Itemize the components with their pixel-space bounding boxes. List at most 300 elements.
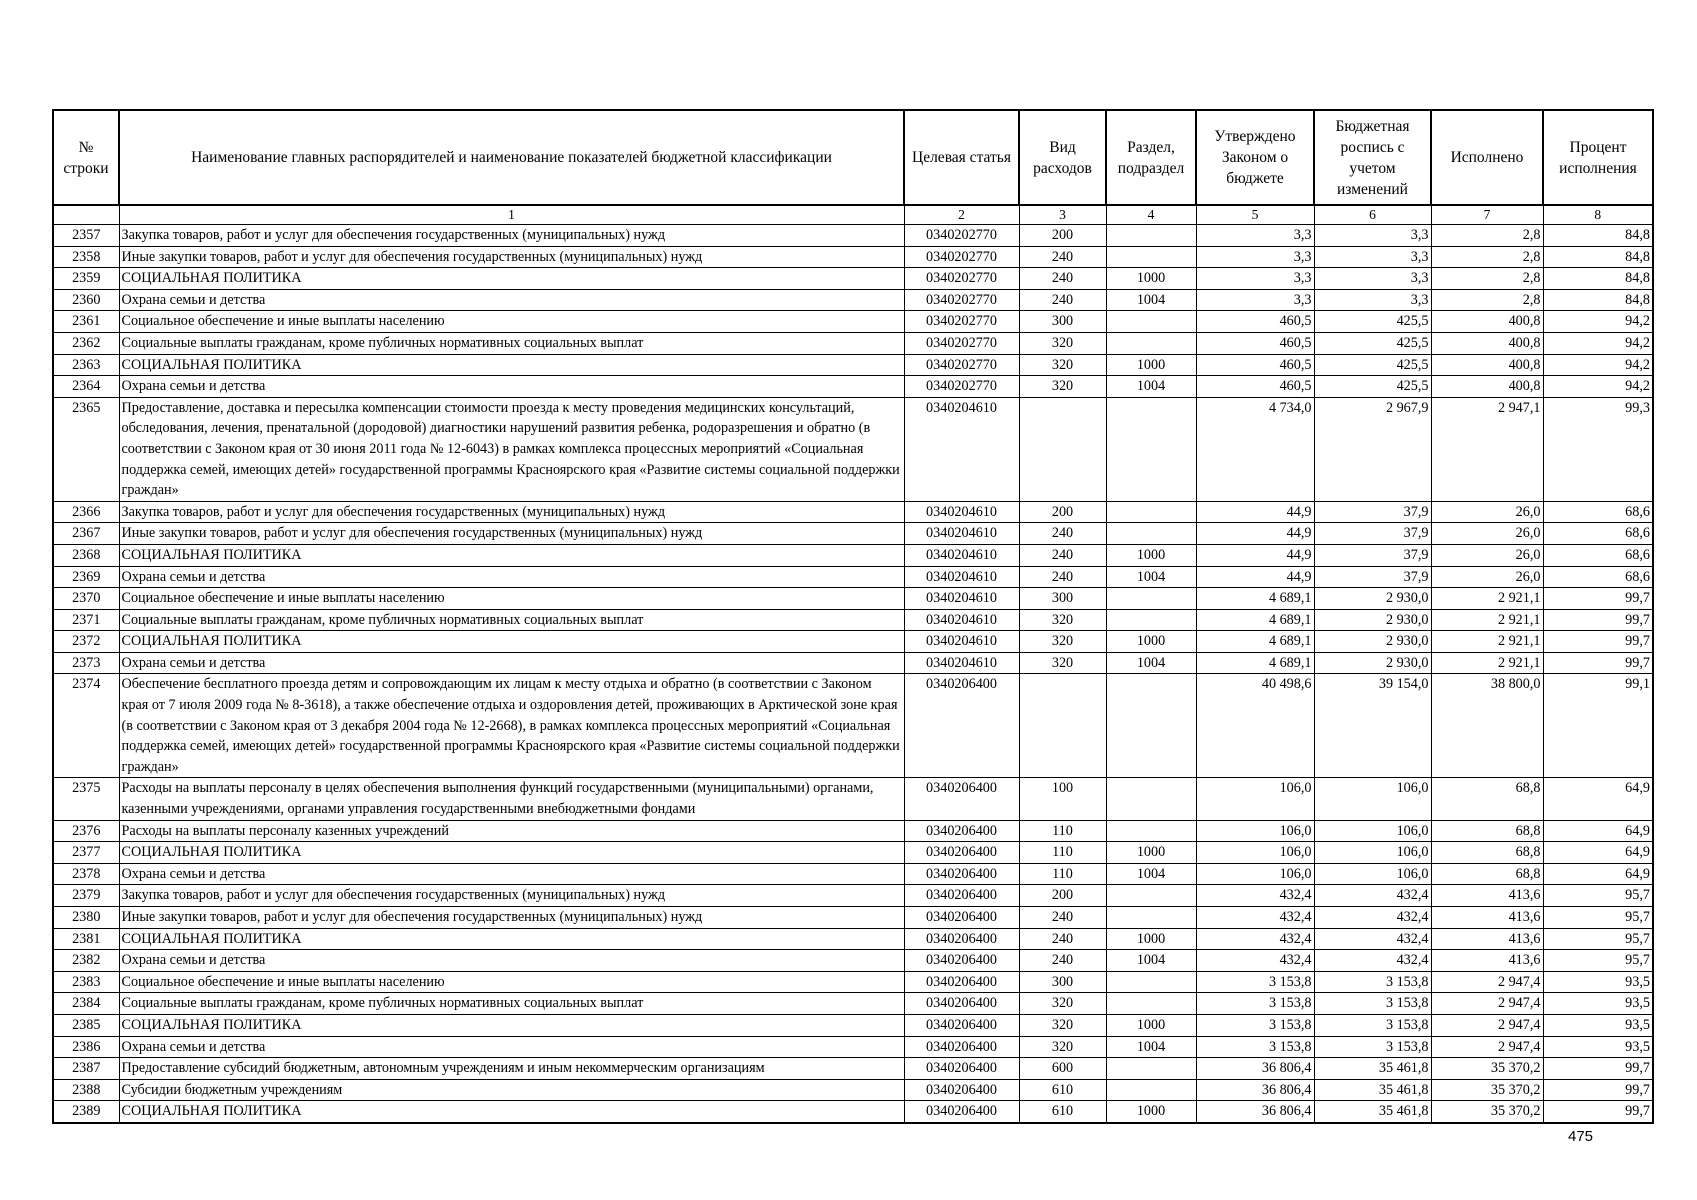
approved-amount: 36 806,4 <box>1196 1079 1314 1101</box>
row-number: 2385 <box>53 1014 119 1036</box>
row-number: 2370 <box>53 588 119 610</box>
approved-amount: 106,0 <box>1196 863 1314 885</box>
row-number: 2380 <box>53 907 119 929</box>
row-number: 2367 <box>53 523 119 545</box>
target-article: 0340202770 <box>904 354 1019 376</box>
row-name: Социальные выплаты гражданам, кроме публичных нормативных социальных выплат <box>119 993 904 1015</box>
table-row <box>53 907 1653 929</box>
row-number: 2384 <box>53 993 119 1015</box>
section-code <box>1106 907 1196 929</box>
section-code: 1004 <box>1106 1036 1196 1058</box>
approved-amount: 36 806,4 <box>1196 1101 1314 1123</box>
section-code: 1000 <box>1106 1101 1196 1123</box>
table-row <box>53 993 1653 1015</box>
executed-amount: 2,8 <box>1431 246 1543 268</box>
approved-amount: 4 689,1 <box>1196 588 1314 610</box>
executed-amount: 26,0 <box>1431 501 1543 523</box>
execution-percent: 94,2 <box>1543 332 1653 354</box>
expense-type: 110 <box>1019 863 1106 885</box>
target-article: 0340206400 <box>904 863 1019 885</box>
expense-type: 320 <box>1019 609 1106 631</box>
executed-amount: 68,8 <box>1431 842 1543 864</box>
execution-percent: 64,9 <box>1543 863 1653 885</box>
expense-type: 320 <box>1019 652 1106 674</box>
row-name: Иные закупки товаров, работ и услуг для обеспечения государственных (муниципальных) нужд <box>119 523 904 545</box>
schedule-amount: 3,3 <box>1314 246 1431 268</box>
row-name: Обеспечение бесплатного проезда детям и сопровождающим их лицам к месту отдыха и обратно (в соответствии с Законом края от 7 июля 2009 года № 8-3618), а также обеспечение отдыха и оздоровления детей, проживающих в Арктической зоне края (в соответствии с Законом края от 3 декабря 2004 года № 12-2668), в рамках комплекса процессных мероприятий «Социальная поддержка семей, имеющих детей» государственной программы Красноярского края «Развитие системы социальной поддержки граждан» <box>119 674 904 778</box>
table-row <box>53 674 1653 778</box>
expense-type: 320 <box>1019 376 1106 398</box>
execution-percent: 99,3 <box>1543 397 1653 501</box>
section-code <box>1106 674 1196 778</box>
target-article: 0340202770 <box>904 268 1019 290</box>
schedule-amount: 3,3 <box>1314 289 1431 311</box>
section-code <box>1106 246 1196 268</box>
executed-amount: 2,8 <box>1431 289 1543 311</box>
row-number: 2359 <box>53 268 119 290</box>
execution-percent: 94,2 <box>1543 376 1653 398</box>
row-number: 2363 <box>53 354 119 376</box>
execution-percent: 99,7 <box>1543 609 1653 631</box>
row-number: 2382 <box>53 950 119 972</box>
approved-amount: 4 689,1 <box>1196 652 1314 674</box>
table-row <box>53 863 1653 885</box>
row-number: 2358 <box>53 246 119 268</box>
table-row <box>53 246 1653 268</box>
expense-type: 200 <box>1019 885 1106 907</box>
executed-amount: 2 947,4 <box>1431 1014 1543 1036</box>
execution-percent: 99,1 <box>1543 674 1653 778</box>
execution-percent: 68,6 <box>1543 566 1653 588</box>
expense-type <box>1019 397 1106 501</box>
schedule-amount: 3,3 <box>1314 225 1431 247</box>
target-article: 0340206400 <box>904 971 1019 993</box>
schedule-amount: 37,9 <box>1314 523 1431 545</box>
table-row <box>53 397 1653 501</box>
executed-amount: 413,6 <box>1431 907 1543 929</box>
execution-percent: 68,6 <box>1543 544 1653 566</box>
executed-amount: 400,8 <box>1431 311 1543 333</box>
row-number: 2375 <box>53 778 119 820</box>
row-name: Социальные выплаты гражданам, кроме публичных нормативных социальных выплат <box>119 609 904 631</box>
approved-amount: 4 734,0 <box>1196 397 1314 501</box>
expense-type: 100 <box>1019 778 1106 820</box>
expense-type: 240 <box>1019 950 1106 972</box>
row-name: Социальное обеспечение и иные выплаты населению <box>119 588 904 610</box>
row-name: СОЦИАЛЬНАЯ ПОЛИТИКА <box>119 268 904 290</box>
approved-amount: 36 806,4 <box>1196 1058 1314 1080</box>
executed-amount: 413,6 <box>1431 885 1543 907</box>
approved-amount: 3 153,8 <box>1196 1014 1314 1036</box>
executed-amount: 26,0 <box>1431 523 1543 545</box>
executed-amount: 2 921,1 <box>1431 631 1543 653</box>
row-name: СОЦИАЛЬНАЯ ПОЛИТИКА <box>119 1014 904 1036</box>
schedule-amount: 35 461,8 <box>1314 1079 1431 1101</box>
column-number: 5 <box>1196 205 1314 225</box>
approved-amount: 44,9 <box>1196 501 1314 523</box>
execution-percent: 99,7 <box>1543 652 1653 674</box>
expense-type: 320 <box>1019 631 1106 653</box>
executed-amount: 2 921,1 <box>1431 652 1543 674</box>
table-row <box>53 376 1653 398</box>
schedule-amount: 106,0 <box>1314 842 1431 864</box>
row-name: Предоставление, доставка и пересылка компенсации стоимости проезда к месту проведения медицинских консультаций, обследования, лечения, пренатальной (дородовой) диагностики нарушений развития ребенка, родоразрешения и обратно (в соответствии с Законом края от 30 июня 2011 года № 12-6043) в рамках комплекса процессных мероприятий «Социальная поддержка семей, имеющих детей» государственной программы Красноярского края «Развитие системы социальной поддержки граждан» <box>119 397 904 501</box>
target-article: 0340204610 <box>904 609 1019 631</box>
column-number: 7 <box>1431 205 1543 225</box>
target-article: 0340206400 <box>904 1058 1019 1080</box>
schedule-amount: 425,5 <box>1314 332 1431 354</box>
row-number: 2383 <box>53 971 119 993</box>
column-number: 3 <box>1019 205 1106 225</box>
expense-type: 600 <box>1019 1058 1106 1080</box>
target-article: 0340206400 <box>904 1014 1019 1036</box>
expense-type: 110 <box>1019 842 1106 864</box>
table-row <box>53 1079 1653 1101</box>
executed-amount: 35 370,2 <box>1431 1101 1543 1123</box>
target-article: 0340206400 <box>904 820 1019 842</box>
target-article: 0340206400 <box>904 674 1019 778</box>
executed-amount: 2 947,4 <box>1431 993 1543 1015</box>
schedule-amount: 37,9 <box>1314 501 1431 523</box>
table-row <box>53 778 1653 820</box>
column-number: 4 <box>1106 205 1196 225</box>
expense-type: 300 <box>1019 971 1106 993</box>
approved-amount: 3,3 <box>1196 289 1314 311</box>
row-name: Закупка товаров, работ и услуг для обеспечения государственных (муниципальных) нужд <box>119 885 904 907</box>
executed-amount: 26,0 <box>1431 566 1543 588</box>
schedule-amount: 2 930,0 <box>1314 588 1431 610</box>
table-row <box>53 311 1653 333</box>
row-name: СОЦИАЛЬНАЯ ПОЛИТИКА <box>119 354 904 376</box>
approved-amount: 460,5 <box>1196 311 1314 333</box>
expense-type: 320 <box>1019 1014 1106 1036</box>
expense-type: 320 <box>1019 993 1106 1015</box>
execution-percent: 64,9 <box>1543 820 1653 842</box>
header-exp-type: Вид расходов <box>1019 110 1106 205</box>
budget-execution-table <box>52 109 1654 1124</box>
target-article: 0340206400 <box>904 885 1019 907</box>
row-number: 2361 <box>53 311 119 333</box>
header-schedule: Бюджетная роспись с учетом изменений <box>1314 110 1431 205</box>
expense-type: 300 <box>1019 588 1106 610</box>
approved-amount: 44,9 <box>1196 544 1314 566</box>
row-name: Социальное обеспечение и иные выплаты населению <box>119 311 904 333</box>
executed-amount: 38 800,0 <box>1431 674 1543 778</box>
execution-percent: 93,5 <box>1543 993 1653 1015</box>
row-name: Предоставление субсидий бюджетным, автономным учреждениям и иным некоммерческим организациям <box>119 1058 904 1080</box>
target-article: 0340204610 <box>904 631 1019 653</box>
row-name: СОЦИАЛЬНАЯ ПОЛИТИКА <box>119 544 904 566</box>
header-name: Наименование главных распорядителей и наименование показателей бюджетной классификации <box>119 110 904 205</box>
section-code <box>1106 609 1196 631</box>
schedule-amount: 35 461,8 <box>1314 1058 1431 1080</box>
table-row <box>53 820 1653 842</box>
section-code <box>1106 588 1196 610</box>
approved-amount: 460,5 <box>1196 376 1314 398</box>
column-number-blank <box>53 205 119 225</box>
approved-amount: 44,9 <box>1196 523 1314 545</box>
row-number: 2389 <box>53 1101 119 1123</box>
row-number: 2377 <box>53 842 119 864</box>
table-row <box>53 885 1653 907</box>
row-name: Охрана семьи и детства <box>119 566 904 588</box>
schedule-amount: 106,0 <box>1314 820 1431 842</box>
column-number: 8 <box>1543 205 1653 225</box>
target-article: 0340204610 <box>904 397 1019 501</box>
expense-type: 320 <box>1019 1036 1106 1058</box>
target-article: 0340204610 <box>904 588 1019 610</box>
page-number: 475 <box>1568 1128 1594 1145</box>
target-article: 0340204610 <box>904 523 1019 545</box>
schedule-amount: 2 930,0 <box>1314 631 1431 653</box>
row-name: Охрана семьи и детства <box>119 652 904 674</box>
table-row <box>53 544 1653 566</box>
schedule-amount: 35 461,8 <box>1314 1101 1431 1123</box>
table-row <box>53 652 1653 674</box>
section-code <box>1106 397 1196 501</box>
table-row <box>53 289 1653 311</box>
executed-amount: 26,0 <box>1431 544 1543 566</box>
table-row <box>53 950 1653 972</box>
table-row <box>53 1014 1653 1036</box>
table-row <box>53 842 1653 864</box>
row-number: 2357 <box>53 225 119 247</box>
schedule-amount: 3 153,8 <box>1314 1036 1431 1058</box>
section-code <box>1106 523 1196 545</box>
row-name: Закупка товаров, работ и услуг для обеспечения государственных (муниципальных) нужд <box>119 501 904 523</box>
expense-type: 240 <box>1019 928 1106 950</box>
schedule-amount: 2 930,0 <box>1314 652 1431 674</box>
table-row <box>53 225 1653 247</box>
execution-percent: 99,7 <box>1543 631 1653 653</box>
execution-percent: 93,5 <box>1543 971 1653 993</box>
executed-amount: 35 370,2 <box>1431 1079 1543 1101</box>
row-number: 2386 <box>53 1036 119 1058</box>
row-name: Иные закупки товаров, работ и услуг для обеспечения государственных (муниципальных) нужд <box>119 907 904 929</box>
approved-amount: 3 153,8 <box>1196 1036 1314 1058</box>
schedule-amount: 432,4 <box>1314 950 1431 972</box>
approved-amount: 3,3 <box>1196 268 1314 290</box>
row-number: 2376 <box>53 820 119 842</box>
table-row <box>53 354 1653 376</box>
approved-amount: 3,3 <box>1196 225 1314 247</box>
expense-type: 240 <box>1019 523 1106 545</box>
row-number: 2360 <box>53 289 119 311</box>
table-row <box>53 501 1653 523</box>
row-number: 2366 <box>53 501 119 523</box>
execution-percent: 93,5 <box>1543 1036 1653 1058</box>
expense-type: 240 <box>1019 566 1106 588</box>
executed-amount: 2 947,4 <box>1431 971 1543 993</box>
execution-percent: 64,9 <box>1543 842 1653 864</box>
row-number: 2379 <box>53 885 119 907</box>
section-code: 1000 <box>1106 1014 1196 1036</box>
row-name: Социальное обеспечение и иные выплаты населению <box>119 971 904 993</box>
execution-percent: 84,8 <box>1543 225 1653 247</box>
section-code: 1004 <box>1106 289 1196 311</box>
target-article: 0340204610 <box>904 652 1019 674</box>
target-article: 0340204610 <box>904 566 1019 588</box>
executed-amount: 400,8 <box>1431 332 1543 354</box>
header-executed: Исполнено <box>1431 110 1543 205</box>
section-code <box>1106 993 1196 1015</box>
execution-percent: 95,7 <box>1543 928 1653 950</box>
expense-type: 200 <box>1019 501 1106 523</box>
executed-amount: 2 921,1 <box>1431 609 1543 631</box>
section-code: 1004 <box>1106 950 1196 972</box>
approved-amount: 40 498,6 <box>1196 674 1314 778</box>
row-number: 2368 <box>53 544 119 566</box>
section-code: 1004 <box>1106 863 1196 885</box>
expense-type: 610 <box>1019 1101 1106 1123</box>
expense-type: 320 <box>1019 332 1106 354</box>
schedule-amount: 432,4 <box>1314 885 1431 907</box>
executed-amount: 2,8 <box>1431 225 1543 247</box>
target-article: 0340206400 <box>904 928 1019 950</box>
row-number: 2378 <box>53 863 119 885</box>
schedule-amount: 425,5 <box>1314 354 1431 376</box>
section-code <box>1106 332 1196 354</box>
section-code <box>1106 1079 1196 1101</box>
expense-type: 240 <box>1019 268 1106 290</box>
approved-amount: 432,4 <box>1196 885 1314 907</box>
schedule-amount: 3,3 <box>1314 268 1431 290</box>
row-number: 2372 <box>53 631 119 653</box>
header-percent: Процент исполнения <box>1543 110 1653 205</box>
execution-percent: 93,5 <box>1543 1014 1653 1036</box>
target-article: 0340204610 <box>904 544 1019 566</box>
target-article: 0340202770 <box>904 246 1019 268</box>
table-row <box>53 332 1653 354</box>
executed-amount: 400,8 <box>1431 354 1543 376</box>
row-number: 2364 <box>53 376 119 398</box>
target-article: 0340206400 <box>904 950 1019 972</box>
row-name: Субсидии бюджетным учреждениям <box>119 1079 904 1101</box>
execution-percent: 94,2 <box>1543 311 1653 333</box>
row-name: Иные закупки товаров, работ и услуг для обеспечения государственных (муниципальных) нужд <box>119 246 904 268</box>
section-code <box>1106 311 1196 333</box>
target-article: 0340206400 <box>904 993 1019 1015</box>
row-name: Социальные выплаты гражданам, кроме публичных нормативных социальных выплат <box>119 332 904 354</box>
approved-amount: 460,5 <box>1196 332 1314 354</box>
executed-amount: 35 370,2 <box>1431 1058 1543 1080</box>
expense-type <box>1019 674 1106 778</box>
execution-percent: 99,7 <box>1543 1101 1653 1123</box>
table-row <box>53 588 1653 610</box>
schedule-amount: 37,9 <box>1314 544 1431 566</box>
schedule-amount: 432,4 <box>1314 928 1431 950</box>
row-name: СОЦИАЛЬНАЯ ПОЛИТИКА <box>119 842 904 864</box>
section-code <box>1106 971 1196 993</box>
row-number: 2388 <box>53 1079 119 1101</box>
row-number: 2369 <box>53 566 119 588</box>
approved-amount: 3 153,8 <box>1196 993 1314 1015</box>
execution-percent: 94,2 <box>1543 354 1653 376</box>
executed-amount: 413,6 <box>1431 928 1543 950</box>
header-row <box>53 110 1653 205</box>
row-name: СОЦИАЛЬНАЯ ПОЛИТИКА <box>119 1101 904 1123</box>
schedule-amount: 2 967,9 <box>1314 397 1431 501</box>
executed-amount: 68,8 <box>1431 820 1543 842</box>
executed-amount: 2 947,1 <box>1431 397 1543 501</box>
expense-type: 610 <box>1019 1079 1106 1101</box>
row-number: 2373 <box>53 652 119 674</box>
executed-amount: 2 921,1 <box>1431 588 1543 610</box>
executed-amount: 413,6 <box>1431 950 1543 972</box>
approved-amount: 432,4 <box>1196 950 1314 972</box>
approved-amount: 106,0 <box>1196 842 1314 864</box>
execution-percent: 99,7 <box>1543 1058 1653 1080</box>
expense-type: 320 <box>1019 354 1106 376</box>
column-number: 1 <box>119 205 904 225</box>
table-row <box>53 928 1653 950</box>
approved-amount: 432,4 <box>1196 907 1314 929</box>
section-code <box>1106 501 1196 523</box>
header-section: Раздел, подраздел <box>1106 110 1196 205</box>
schedule-amount: 425,5 <box>1314 311 1431 333</box>
table-row <box>53 1058 1653 1080</box>
expense-type: 300 <box>1019 311 1106 333</box>
table-row <box>53 566 1653 588</box>
table-row <box>53 609 1653 631</box>
execution-percent: 64,9 <box>1543 778 1653 820</box>
target-article: 0340204610 <box>904 501 1019 523</box>
expense-type: 240 <box>1019 907 1106 929</box>
row-number: 2374 <box>53 674 119 778</box>
section-code: 1004 <box>1106 376 1196 398</box>
execution-percent: 84,8 <box>1543 289 1653 311</box>
approved-amount: 460,5 <box>1196 354 1314 376</box>
column-number: 2 <box>904 205 1019 225</box>
target-article: 0340206400 <box>904 1079 1019 1101</box>
table-row <box>53 631 1653 653</box>
schedule-amount: 2 930,0 <box>1314 609 1431 631</box>
expense-type: 240 <box>1019 289 1106 311</box>
section-code <box>1106 1058 1196 1080</box>
row-name: Расходы на выплаты персоналу казенных учреждений <box>119 820 904 842</box>
execution-percent: 95,7 <box>1543 950 1653 972</box>
target-article: 0340206400 <box>904 1036 1019 1058</box>
executed-amount: 68,8 <box>1431 863 1543 885</box>
table-row <box>53 523 1653 545</box>
section-code <box>1106 778 1196 820</box>
schedule-amount: 39 154,0 <box>1314 674 1431 778</box>
section-code <box>1106 225 1196 247</box>
approved-amount: 3 153,8 <box>1196 971 1314 993</box>
approved-amount: 4 689,1 <box>1196 631 1314 653</box>
row-number: 2365 <box>53 397 119 501</box>
section-code <box>1106 885 1196 907</box>
target-article: 0340202770 <box>904 289 1019 311</box>
target-article: 0340206400 <box>904 778 1019 820</box>
row-name: Закупка товаров, работ и услуг для обеспечения государственных (муниципальных) нужд <box>119 225 904 247</box>
row-number: 2381 <box>53 928 119 950</box>
approved-amount: 106,0 <box>1196 778 1314 820</box>
execution-percent: 84,8 <box>1543 268 1653 290</box>
section-code: 1000 <box>1106 268 1196 290</box>
target-article: 0340206400 <box>904 842 1019 864</box>
schedule-amount: 425,5 <box>1314 376 1431 398</box>
row-name: Охрана семьи и детства <box>119 1036 904 1058</box>
expense-type: 240 <box>1019 544 1106 566</box>
expense-type: 110 <box>1019 820 1106 842</box>
execution-percent: 68,6 <box>1543 501 1653 523</box>
execution-percent: 99,7 <box>1543 588 1653 610</box>
row-name: Расходы на выплаты персоналу в целях обеспечения выполнения функций государственными (муниципальными) органами, казенными учреждениями, органами управления государственными внебюджетными фондами <box>119 778 904 820</box>
table-body <box>53 225 1653 1123</box>
row-number: 2362 <box>53 332 119 354</box>
section-code: 1000 <box>1106 928 1196 950</box>
